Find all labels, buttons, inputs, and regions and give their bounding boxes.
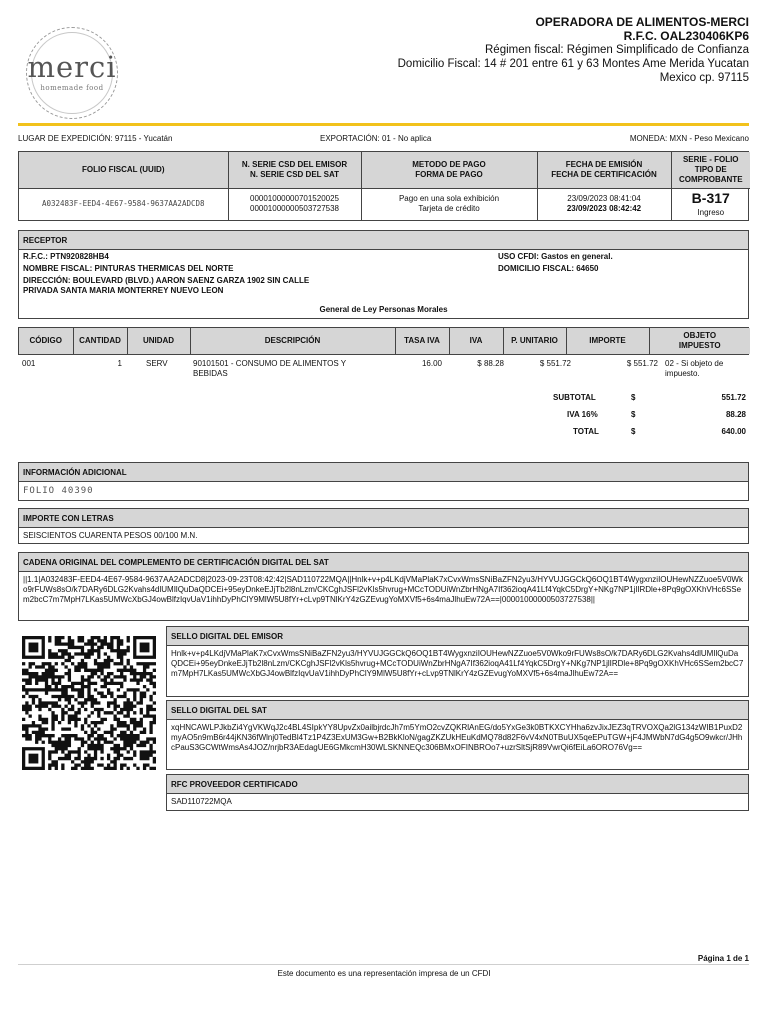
receptor-nombre: NOMBRE FISCAL: PINTURAS THERMICAS DEL NORTE [23, 264, 234, 273]
item-unidad: SERV [146, 359, 168, 368]
col-p-unitario: P. UNITARIO [503, 328, 566, 354]
cadena-original-title: CADENA ORIGINAL DEL COMPLEMENTO DE CERTIFICACIÓN DIGITAL DEL SAT [19, 553, 748, 572]
items-header-table [19, 328, 750, 354]
item-tasa-iva: 16.00 [421, 359, 442, 368]
logo-tagline: homemade food [40, 84, 104, 92]
iva-row: IVA 16% $ 88.28 [567, 410, 746, 419]
exportacion: EXPORTACIÓN: 01 - No aplica [320, 134, 432, 143]
item-cantidad: 1 [117, 359, 122, 368]
item-codigo: 001 [22, 359, 36, 368]
issuer-ciudad: Mexico cp. 97115 [659, 72, 749, 84]
items-header-box [18, 327, 749, 355]
csd-values: 00001000000701520025 00001000000503727538 [228, 188, 361, 220]
importe-letras-box [18, 508, 749, 544]
sello-emisor-title: SELLO DIGITAL DEL EMISOR [167, 627, 748, 646]
folio-uuid-header: FOLIO FISCAL (UUID) [19, 152, 228, 188]
meta-row [18, 134, 749, 144]
header-divider [18, 123, 749, 126]
receptor-box [18, 230, 749, 319]
metodo-values: Pago en una sola exhibición Tarjeta de crédito [361, 188, 537, 220]
col-unidad: UNIDAD [127, 328, 190, 354]
lugar-expedicion: LUGAR DE EXPEDICIÓN: 97115 - Yucatán [18, 134, 173, 143]
importe-letras-title: IMPORTE CON LETRAS [19, 509, 748, 528]
issuer-domicilio: Domicilio Fiscal: 14 # 201 entre 61 y 63 Montes Ame Merida Yucatan [397, 58, 749, 70]
serie-header: SERIE - FOLIO TIPO DE COMPROBANTE [671, 152, 750, 188]
col-importe: IMPORTE [566, 328, 649, 354]
issuer-rfc: R.F.C. OAL230406KP6 [623, 29, 749, 43]
folio-box [18, 151, 749, 221]
item-iva: $ 88.28 [477, 359, 504, 368]
rfc-proveedor-value: SAD110722MQA [171, 797, 232, 806]
folio-table [19, 152, 750, 220]
sello-sat-value: xqHNCAWLPJkbZi4YgVKWqJ2c4BL4SIpkYY8UpvZx0ailbjrdcJh7m5YmO2cvZQKRlAnEG/do5YxGe3k0BTKXCYHha6zvJixJEZ3qTRVOXQa2lG134zWIB1PuxD2myAO5n9mB6r44jKN36fWlnj0TedBl4Tz1P4Z3ExUM3Gw+B2BkKloN/gagZKZUkHEuKdMQ78d82F6vV4xN0TBuUX5qeEPuTGW+jF4JMWbN7dG4g5O9wkcr/JHhcPauS3GCWtWmsAs4JOZ/nrjbR3AEdagUE6GMkcmH30WLSKNNEQc306BMxOFINBROo7+uzrSltSjR89VwrQi6fEiLa6ORO76Vg== [171, 723, 743, 752]
page-number: Página 1 de 1 [697, 954, 749, 963]
metodo-header: METODO DE PAGO FORMA DE PAGO [361, 152, 537, 188]
receptor-domicilio: DOMICILIO FISCAL: 64650 [498, 264, 599, 273]
cadena-original-box [18, 552, 749, 621]
col-objeto: OBJETO IMPUESTO [649, 328, 750, 354]
receptor-direccion-1: DIRECCIÓN: BOULEVARD (BLVD.) AARON SAENZ GARZA 1902 SIN CALLE [23, 276, 310, 285]
col-cantidad: CANTIDAD [73, 328, 127, 354]
moneda: MONEDA: MXN - Peso Mexicano [629, 134, 749, 143]
subtotal-row: SUBTOTAL $ 551.72 [553, 393, 746, 402]
receptor-title: RECEPTOR [19, 231, 748, 250]
qr-code [22, 636, 156, 770]
col-codigo: CÓDIGO [19, 328, 73, 354]
issuer-block [398, 15, 749, 85]
info-adicional-box [18, 462, 749, 501]
footer-note: Este documento es una representación impresa de un CFDI [277, 969, 491, 978]
cadena-original-value: ||1.1|A032483F-EED4-4E67-9584-9637AA2ADCD8|2023-09-23T08:42:42|SAD110722MQA||Hnlk+v+p4LKdjVMaPlaK7xCvxWmsSNiBaZFN2yu3/HYVUJGGCkQ6OQ1BT4WygxnziIOUHewNZZuoe5V0Wko9rFUWs8sO/k7DARy6DLG2Kvahs4dlUMIlQuDaQDCEi+95eyDnkeEJjTb2l8nLzm/CKCghJSFl2vKls5hvrug+MCcTODUiWnZbrHNgA7If362ioqA41Lf4YqkC5DrgY+NKg7NP1jlIRDle+8Pq9gOXKhVHc6SSem2bcC7m7MpH7LKas5UMWcXbGJ4owBlfzIqvUaV1ihhDyPhClY9MlW5U8fYr+cLvp9TNlKrY4zGZEvugYoMXVf5+6s4maJlhuEw72A==|00001000000503727538|| [23, 575, 743, 604]
receptor-uso-cfdi: USO CFDI: Gastos en general. [498, 252, 613, 261]
fecha-header: FECHA DE EMISIÓN FECHA DE CERTIFICACIÓN [537, 152, 671, 188]
csd-header: N. SERIE CSD DEL EMISOR N. SERIE CSD DEL SAT [228, 152, 361, 188]
fecha-values: 23/09/2023 08:41:04 23/09/2023 08:42:42 [537, 188, 671, 220]
rfc-proveedor-box [166, 774, 749, 811]
issuer-regimen: Régimen fiscal: Régimen Simplificado de Confianza [485, 44, 749, 56]
sello-sat-title: SELLO DIGITAL DEL SAT [167, 701, 748, 720]
info-adicional-title: INFORMACIÓN ADICIONAL [19, 463, 748, 482]
receptor-rfc: R.F.C.: PTN920828HB4 [23, 252, 109, 261]
sello-emisor-value: Hnlk+v+p4LKdjVMaPlaK7xCvxWmsSNiBaZFN2yu3/HYVUJGGCkQ6OQ1BT4WygxnziIOUHewNZZuoe5V0Wko9rFUWs8sO/k7DARy6DLG2Kvahs4dlUMIlQuDaQDCEi+95eyDnkeEJjTb2l8nLzm/CKCghJSFl2vKls5hvrug+MCcTODUiWnZbrHNgA7If362ioqA41Lf4YqkC5DrgY+NKg7NP1jlIRDle+8Pq9gOXKhVHc6SSem2bcC7m7MpH7LKas5UMWcXbGJ4owBlfzIqvUaV1ihhDyPhClY9MlW5U8fYr+cLvp9TNlKrY4zGZEvugYoMXVf5+6s4maJlhuEw72A== [171, 649, 744, 678]
item-p-unitario: $ 551.72 [539, 359, 571, 368]
sello-sat-box [166, 700, 749, 770]
folio-uuid: A032483F-EED4-4E67-9584-9637AA2ADCD8 [19, 188, 228, 220]
receptor-regimen: General de Ley Personas Morales [319, 305, 448, 314]
item-objeto: 02 - Si objeto de impuesto. [665, 359, 724, 378]
col-descripcion: DESCRIPCIÓN [190, 328, 395, 354]
importe-letras-value: SEISCIENTOS CUARENTA PESOS 00/100 M.N. [23, 531, 198, 540]
company-logo [26, 27, 118, 119]
item-descripcion: 90101501 - CONSUMO DE ALIMENTOS Y BEBIDAS [193, 359, 347, 378]
info-adicional-value: FOLIO 40390 [23, 486, 94, 496]
issuer-name: OPERADORA DE ALIMENTOS-MERCI [535, 15, 749, 29]
sello-emisor-box [166, 626, 749, 697]
col-tasa-iva: TASA IVA [395, 328, 449, 354]
receptor-direccion-2: PRIVADA SANTA MARIA MONTERREY NUEVO LEON [23, 286, 224, 295]
total-row: TOTAL $ 640.00 [573, 427, 746, 436]
footer-divider [18, 964, 749, 965]
col-iva: IVA [449, 328, 503, 354]
item-importe: $ 551.72 [626, 359, 658, 368]
rfc-proveedor-title: RFC PROVEEDOR CERTIFICADO [167, 775, 748, 794]
totals-block [500, 393, 749, 444]
serie-values: B-317 Ingreso [691, 189, 730, 217]
logo-wordmark: merci [27, 50, 117, 84]
